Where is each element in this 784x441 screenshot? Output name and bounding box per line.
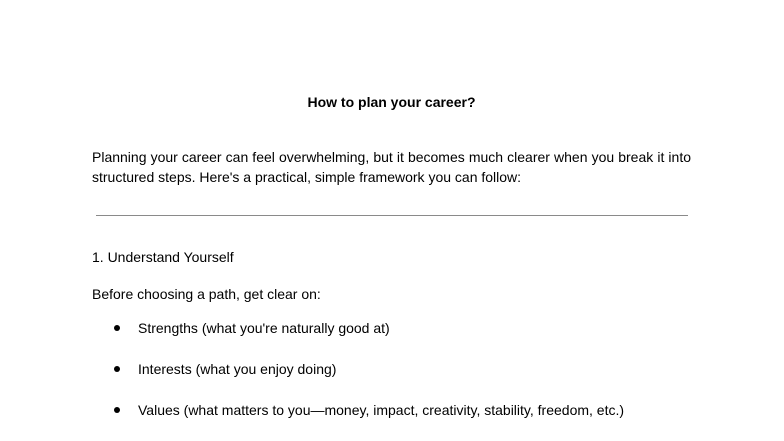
bullet-icon <box>114 407 120 413</box>
horizontal-divider <box>96 215 688 216</box>
list-item-text: Strengths (what you're naturally good at) <box>138 320 390 336</box>
bullet-icon <box>114 366 120 372</box>
document-title: How to plan your career? <box>307 94 476 110</box>
intro-paragraph: Planning your career can feel overwhelming, but it becomes much clearer when you break it into structured steps. Here's a practical, simple framework you can follow: <box>92 149 691 185</box>
list-item-text: Values (what matters to you—money, impact, creativity, stability, freedom, etc.) <box>138 402 625 418</box>
section-heading: 1. Understand Yourself <box>92 249 234 265</box>
bullet-icon <box>114 325 120 331</box>
section-lead-text: Before choosing a path, get clear on: <box>92 286 321 302</box>
list-item-text: Interests (what you enjoy doing) <box>138 361 337 377</box>
